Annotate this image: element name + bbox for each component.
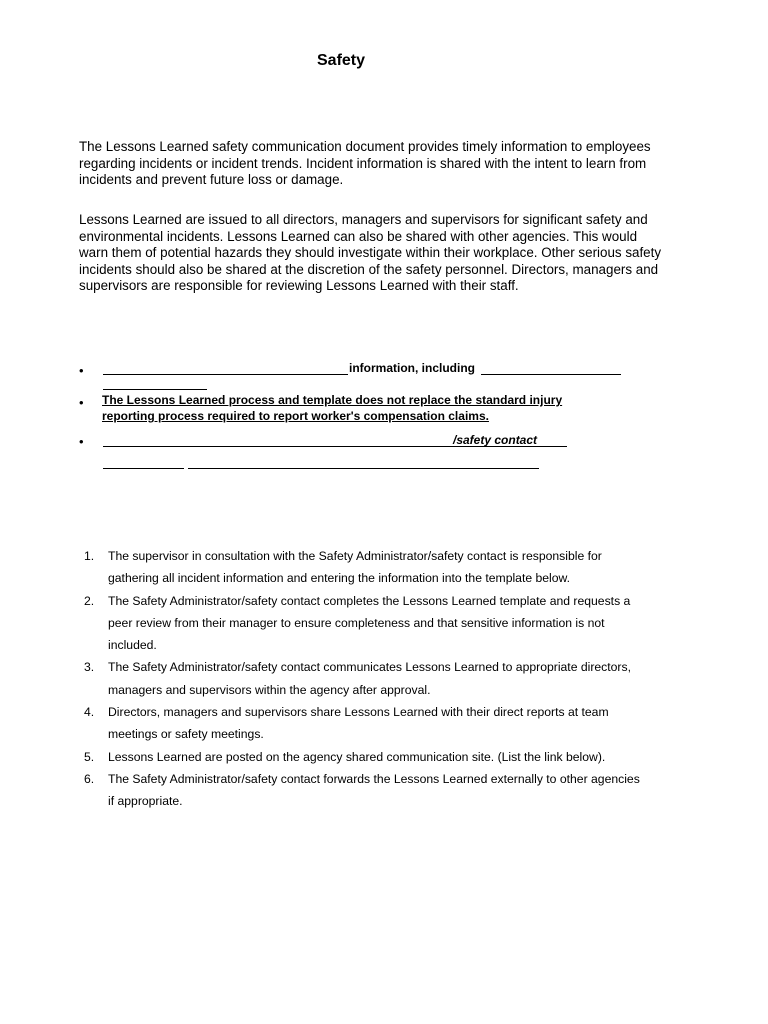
list-item	[84, 746, 644, 768]
step-text: The Safety Administrator/safety contact forwards the Lessons Learned externally to other agencies if appropriate.	[108, 771, 640, 809]
page-title: Safety	[317, 52, 366, 69]
step-number: 4.	[84, 705, 95, 720]
list-item	[84, 545, 644, 590]
bullet-3-text: /safety contact	[453, 433, 538, 447]
blank-line	[103, 389, 207, 390]
blank-line	[103, 468, 184, 469]
bullet-marker: •	[79, 395, 84, 410]
list-item	[84, 590, 644, 657]
step-text: The supervisor in consultation with the Safety Administrator/safety contact is responsible for gathering all incident information and entering the information into the template below.	[108, 549, 602, 586]
step-text: The Safety Administrator/safety contact communicates Lessons Learned to appropriate directors, managers and supervisors within the agency after approval.	[108, 660, 631, 697]
list-item	[84, 701, 644, 746]
process-steps-list	[84, 545, 644, 813]
step-number: 3.	[84, 660, 95, 675]
blank-line	[188, 468, 539, 469]
list-item	[84, 768, 644, 813]
step-number: 6.	[84, 771, 95, 786]
bullet-1-text: information, including	[349, 361, 475, 375]
step-number: 1.	[84, 549, 95, 563]
blank-line	[481, 374, 621, 375]
step-text: Lessons Learned are posted on the agency shared communication site. (List the link below).	[108, 749, 606, 764]
step-number: 2.	[84, 593, 95, 608]
bullet-2-line-1: The Lessons Learned process and template does not replace the standard injury	[102, 393, 563, 407]
step-text: The Safety Administrator/safety contact completes the Lessons Learned template and requests a peer review from their manager to ensure completeness and that sensitive information is not included.	[108, 593, 631, 653]
bullet-2-line-2: reporting process required to report worker's compensation claims.	[102, 409, 489, 423]
distribution-paragraph: Lessons Learned are issued to all directors, managers and supervisors for significant safety and environmental incidents. Lessons Learned can also be shared with other agencies. This would warn them of potential hazards they should investigate within their workplace. Other serious safety incidents should also be shared at the discretion of the safety personnel. Directors, managers and supervisors are responsible for reviewing Lessons Learned with their staff.	[79, 212, 662, 293]
step-number: 5.	[84, 749, 95, 764]
blank-line	[103, 446, 453, 447]
bullet-marker: •	[79, 434, 84, 449]
blank-line	[103, 374, 348, 375]
list-item	[84, 656, 644, 701]
bullet-marker: •	[79, 363, 84, 378]
intro-paragraph: The Lessons Learned safety communication document provides timely information to employees regarding incidents or incident trends. Incident information is shared with the intent to learn from incidents and prevent future loss or damage.	[79, 139, 651, 187]
blank-line	[453, 446, 567, 447]
step-text: Directors, managers and supervisors share Lessons Learned with their direct reports at team meetings or safety meetings.	[108, 705, 609, 742]
